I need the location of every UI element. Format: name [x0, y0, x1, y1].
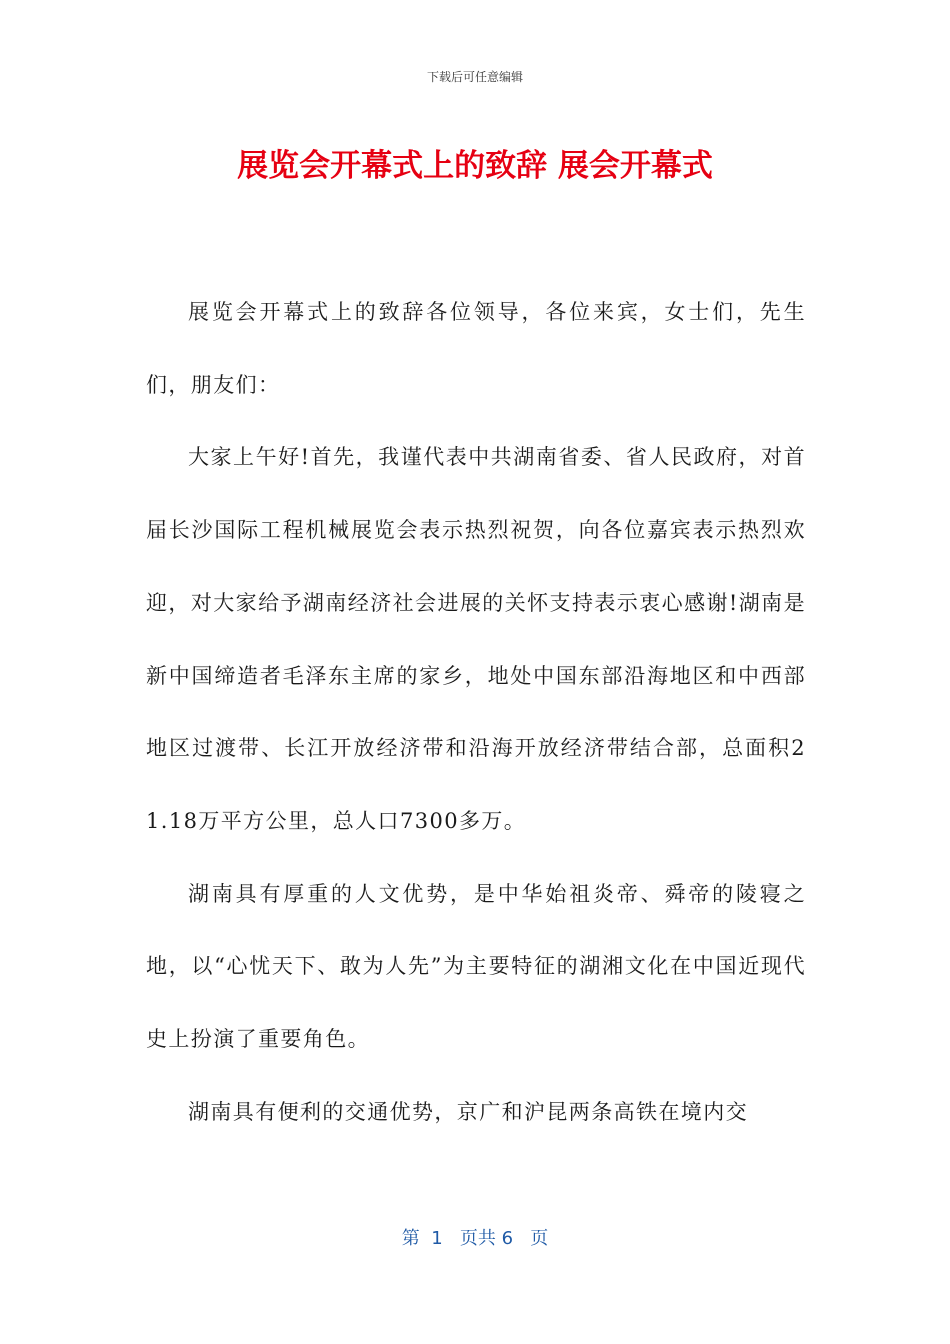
paragraph-1: 展览会开幕式上的致辞各位领导，各位来宾，女士们，先生们，朋友们： [146, 300, 806, 397]
page-number-footer: 第 1 页共 6 页 [401, 1228, 549, 1249]
document-title: 展览会开幕式上的致辞 展会开幕式 [237, 148, 713, 184]
paragraph-2: 大家上午好!首先，我谨代表中共湖南省委、省人民政府，对首届长沙国际工程机械展览会表示热烈祝贺，向各位嘉宾表示热烈欢迎，对大家给予湖南经济社会进展的关怀支持表示衷心感谢!湖南是新中国缔造者毛泽东主席的家乡，地处中国东部沿海地区和中西部地区过渡带、长江开放经济带和沿海开放经济带结合部，总面积21.18万平方公里，总人口7300多万。 [146, 445, 806, 833]
paragraph-4: 湖南具有便利的交通优势，京广和沪昆两条高铁在境内交 [188, 1099, 748, 1124]
header-note: 下载后可任意编辑 [426, 70, 523, 84]
document-body [146, 276, 806, 1148]
paragraph-3: 湖南具有厚重的人文优势，是中华始祖炎帝、舜帝的陵寝之地，以“心忧天下、敢为人先”为主要特征的湖湘文化在中国近现代史上扮演了重要角色。 [146, 881, 806, 1052]
